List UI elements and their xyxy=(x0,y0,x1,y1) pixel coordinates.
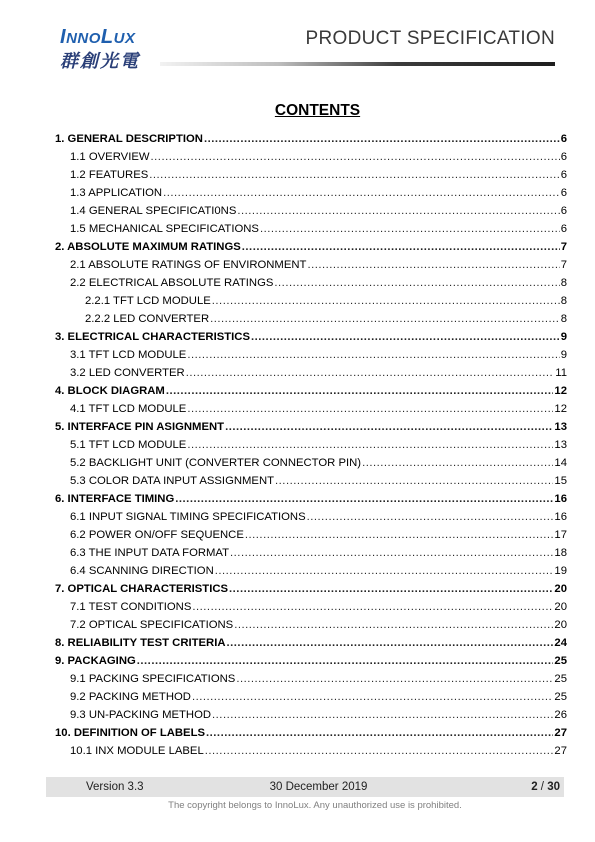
footer-date: 30 December 2019 xyxy=(269,781,368,793)
toc-entry[interactable] xyxy=(55,706,567,724)
toc-entry-title: 1.1 OVERVIEW xyxy=(70,151,150,163)
logo-chinese-text: 群創光電 xyxy=(60,51,140,72)
toc-entry-title: 9.1 PACKING SPECIFICATIONS xyxy=(70,673,236,685)
toc-entry[interactable] xyxy=(55,184,567,202)
toc-entry-page: 25 xyxy=(554,691,567,703)
toc-leader-dots xyxy=(137,652,554,670)
toc-entry[interactable] xyxy=(55,670,567,688)
toc-entry-page: 6 xyxy=(560,133,567,145)
toc-leader-dots xyxy=(229,580,553,598)
toc-leader-dots xyxy=(275,472,553,490)
toc-entry-page: 19 xyxy=(554,565,567,577)
footer-bar xyxy=(46,777,564,797)
toc-entry-title: 5. INTERFACE PIN ASIGNMENT xyxy=(55,421,225,433)
toc-entry-title: 1.3 APPLICATION xyxy=(70,187,163,199)
toc-entry-title: 6.4 SCANNING DIRECTION xyxy=(70,565,214,577)
toc-entry-title: 9.3 UN-PACKING METHOD xyxy=(70,709,212,721)
toc-entry-page: 16 xyxy=(554,511,567,523)
toc-leader-dots xyxy=(175,490,553,508)
toc-entry[interactable] xyxy=(55,436,567,454)
toc-entry-page: 17 xyxy=(554,529,567,541)
toc-leader-dots xyxy=(227,634,554,652)
toc-leader-dots xyxy=(212,292,560,310)
toc-entry-page: 20 xyxy=(554,583,567,595)
toc-entry-page: 13 xyxy=(554,421,567,433)
logo-letters: NNO xyxy=(66,30,101,47)
toc-entry[interactable] xyxy=(55,220,567,238)
toc-entry[interactable] xyxy=(55,328,567,346)
toc-entry-page: 27 xyxy=(554,727,567,739)
toc-entry-title: 2.2 ELECTRICAL ABSOLUTE RATINGS xyxy=(70,277,274,289)
toc-leader-dots xyxy=(225,418,553,436)
toc-entry-page: 25 xyxy=(554,655,567,667)
toc-entry[interactable] xyxy=(55,166,567,184)
toc-entry[interactable] xyxy=(55,130,567,148)
toc-entry[interactable] xyxy=(55,544,567,562)
toc-entry-title: 6.1 INPUT SIGNAL TIMING SPECIFICATIONS xyxy=(70,511,306,523)
toc-entry-page: 12 xyxy=(554,403,567,415)
toc-entry-title: 6.3 THE INPUT DATA FORMAT xyxy=(70,547,230,559)
toc-entry-title: 5.2 BACKLIGHT UNIT (CONVERTER CONNECTOR PIN) xyxy=(70,457,362,469)
toc-entry-page: 6 xyxy=(560,223,567,235)
toc-leader-dots xyxy=(187,400,553,418)
toc-leader-dots xyxy=(251,328,560,346)
toc-leader-dots xyxy=(215,562,554,580)
toc-entry-title: 8. RELIABILITY TEST CRITERIA xyxy=(55,637,226,649)
toc-entry[interactable] xyxy=(55,742,567,760)
contents-heading: CONTENTS xyxy=(274,102,361,119)
toc-entry-page: 24 xyxy=(554,637,567,649)
toc-entry-page: 6 xyxy=(560,169,567,181)
toc-entry-page: 6 xyxy=(560,187,567,199)
toc-entry-title: 1.5 MECHANICAL SPECIFICATIONS xyxy=(70,223,259,235)
toc-leader-dots xyxy=(192,688,553,706)
toc-leader-dots xyxy=(245,526,554,544)
toc-entry-title: 3. ELECTRICAL CHARACTERISTICS xyxy=(55,331,250,343)
logo-letter: I xyxy=(60,26,67,48)
toc-entry-title: 4.1 TFT LCD MODULE xyxy=(70,403,187,415)
toc-entry[interactable] xyxy=(55,274,567,292)
toc-entry-title: 9.2 PACKING METHOD xyxy=(70,691,191,703)
toc-entry-page: 26 xyxy=(554,709,567,721)
toc-entry-page: 6 xyxy=(560,151,567,163)
innolux-logo xyxy=(60,26,160,73)
toc-entry-page: 12 xyxy=(554,385,567,397)
toc-entry[interactable] xyxy=(55,238,567,256)
toc-entry-page: 13 xyxy=(554,439,567,451)
toc-entry[interactable] xyxy=(55,148,567,166)
document-header-title: PRODUCT SPECIFICATION xyxy=(305,28,555,49)
toc-entry[interactable] xyxy=(55,526,567,544)
toc-entry-page: 7 xyxy=(560,241,567,253)
toc-entry[interactable] xyxy=(55,562,567,580)
toc-entry[interactable] xyxy=(55,292,567,310)
toc-entry[interactable] xyxy=(55,508,567,526)
footer-version: Version 3.3 xyxy=(86,781,144,793)
toc-leader-dots xyxy=(149,166,559,184)
page-separator: / xyxy=(537,781,548,793)
toc-entry[interactable] xyxy=(55,382,567,400)
toc-entry-title: 2. ABSOLUTE MAXIMUM RATINGS xyxy=(55,241,241,253)
toc-entry-title: 2.2.2 LED CONVERTER xyxy=(85,313,210,325)
toc-entry[interactable] xyxy=(55,616,567,634)
toc-entry[interactable] xyxy=(55,688,567,706)
toc-leader-dots xyxy=(230,544,553,562)
toc-entry-title: 9. PACKAGING xyxy=(55,655,136,667)
toc-entry-title: 5.1 TFT LCD MODULE xyxy=(70,439,187,451)
toc-leader-dots xyxy=(237,202,559,220)
toc-entry-title: 10. DEFINITION OF LABELS xyxy=(55,727,206,739)
toc-entry-title: 3.1 TFT LCD MODULE xyxy=(70,349,187,361)
toc-entry-title: 1.2 FEATURES xyxy=(70,169,149,181)
toc-entry[interactable] xyxy=(55,490,567,508)
toc-leader-dots xyxy=(274,274,559,292)
toc-entry-page: 11 xyxy=(555,367,567,379)
toc-leader-dots xyxy=(166,382,554,400)
toc-entry-page: 15 xyxy=(554,475,567,487)
toc-leader-dots xyxy=(187,346,559,364)
toc-entry-title: 6.2 POWER ON/OFF SEQUENCE xyxy=(70,529,244,541)
toc-leader-dots xyxy=(242,238,560,256)
toc-leader-dots xyxy=(210,310,560,328)
toc-entry[interactable] xyxy=(55,472,567,490)
toc-entry-page: 8 xyxy=(560,313,567,325)
toc-leader-dots xyxy=(307,508,554,526)
toc-entry[interactable] xyxy=(55,598,567,616)
toc-leader-dots xyxy=(236,670,553,688)
toc-entry-title: 1.4 GENERAL SPECIFICATI0NS xyxy=(70,205,237,217)
logo-brand-text xyxy=(60,26,160,50)
toc-entry-page: 8 xyxy=(560,277,567,289)
toc-entry-page: 18 xyxy=(554,547,567,559)
toc-entry[interactable] xyxy=(55,724,567,742)
toc-leader-dots xyxy=(260,220,560,238)
toc-leader-dots xyxy=(234,616,553,634)
toc-entry-page: 14 xyxy=(554,457,567,469)
toc-entry[interactable] xyxy=(55,418,567,436)
toc-leader-dots xyxy=(186,364,555,382)
toc-entry-title: 6. INTERFACE TIMING xyxy=(55,493,175,505)
copyright-notice: The copyright belongs to InnoLux. Any unauthorized use is prohibited. xyxy=(168,800,462,811)
toc-entry[interactable] xyxy=(55,580,567,598)
footer-page-number xyxy=(531,777,560,797)
toc-leader-dots xyxy=(192,598,553,616)
toc-leader-dots xyxy=(187,436,553,454)
toc-leader-dots xyxy=(307,256,559,274)
header-divider xyxy=(160,62,555,66)
toc-entry-page: 16 xyxy=(554,493,567,505)
toc-entry[interactable] xyxy=(55,634,567,652)
toc-leader-dots xyxy=(204,130,560,148)
toc-entry[interactable] xyxy=(55,652,567,670)
toc-entry[interactable] xyxy=(55,400,567,418)
toc-entry-title: 10.1 INX MODULE LABEL xyxy=(70,745,204,757)
toc-entry-page: 9 xyxy=(560,331,567,343)
toc-entry-title: 7. OPTICAL CHARACTERISTICS xyxy=(55,583,229,595)
toc-entry-title: 5.3 COLOR DATA INPUT ASSIGNMENT xyxy=(70,475,275,487)
toc-entry-page: 6 xyxy=(560,205,567,217)
toc-entry-title: 4. BLOCK DIAGRAM xyxy=(55,385,165,397)
toc-entry-title: 2.1 ABSOLUTE RATINGS OF ENVIRONMENT xyxy=(70,259,307,271)
toc-leader-dots xyxy=(163,184,560,202)
toc-entry[interactable] xyxy=(55,454,567,472)
toc-entry[interactable] xyxy=(55,364,567,382)
toc-leader-dots xyxy=(205,742,554,760)
toc-entry-title: 1. GENERAL DESCRIPTION xyxy=(55,133,203,145)
table-of-contents xyxy=(55,130,567,760)
toc-entry[interactable] xyxy=(55,346,567,364)
toc-entry-title: 7.2 OPTICAL SPECIFICATIONS xyxy=(70,619,234,631)
toc-leader-dots xyxy=(212,706,553,724)
toc-entry-page: 25 xyxy=(554,673,567,685)
logo-letter: L xyxy=(100,26,114,48)
toc-entry-title: 7.1 TEST CONDITIONS xyxy=(70,601,192,613)
toc-leader-dots xyxy=(206,724,553,742)
page-total: 30 xyxy=(547,781,560,793)
toc-leader-dots xyxy=(151,148,560,166)
logo-letters: UX xyxy=(113,30,136,47)
toc-leader-dots xyxy=(362,454,553,472)
toc-entry-title: 3.2 LED CONVERTER xyxy=(70,367,185,379)
toc-entry-page: 9 xyxy=(560,349,567,361)
toc-entry-page: 8 xyxy=(560,295,567,307)
toc-entry-page: 20 xyxy=(554,601,567,613)
toc-entry[interactable] xyxy=(55,202,567,220)
toc-entry-page: 20 xyxy=(554,619,567,631)
toc-entry-page: 27 xyxy=(554,745,567,757)
toc-entry-page: 7 xyxy=(560,259,567,271)
toc-entry[interactable] xyxy=(55,310,567,328)
toc-entry-title: 2.2.1 TFT LCD MODULE xyxy=(85,295,211,307)
page-current: 2 xyxy=(531,781,538,793)
toc-entry[interactable] xyxy=(55,256,567,274)
